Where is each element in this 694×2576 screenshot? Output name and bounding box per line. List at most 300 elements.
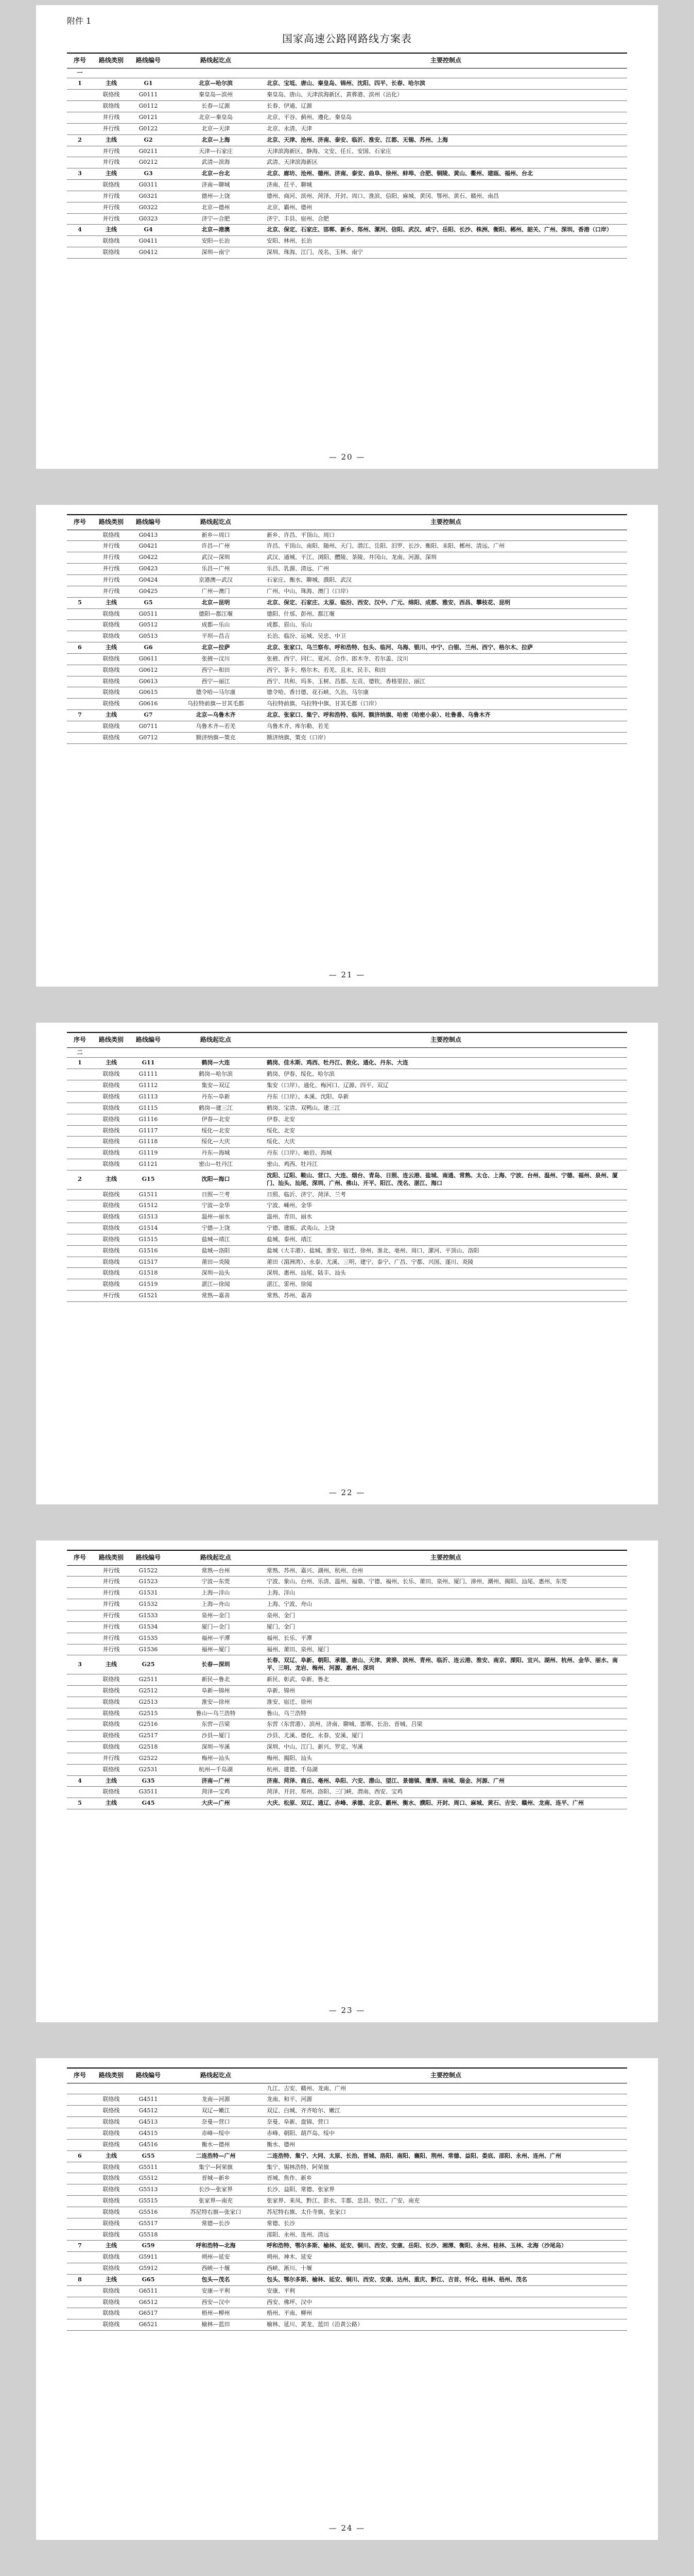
cell-code: G4516 bbox=[130, 2139, 167, 2150]
cell-name: 常德—长沙 bbox=[167, 2218, 265, 2229]
cell-cat: 联络线 bbox=[93, 1114, 130, 1125]
table-row bbox=[67, 1148, 627, 1159]
cell-name: 衡水—德州 bbox=[167, 2139, 265, 2150]
cell-name: 龙南—河源 bbox=[167, 2094, 265, 2106]
cell-name: 朔州—延安 bbox=[167, 2252, 265, 2263]
column-header: 路线起讫点 bbox=[167, 1032, 265, 1047]
cell-ctrl: 衡水、德州 bbox=[265, 2139, 627, 2150]
cell-name: 呼和浩特—北海 bbox=[167, 2241, 265, 2252]
cell-cat: 并行线 bbox=[93, 541, 130, 552]
cell-cat: 联络线 bbox=[93, 1245, 130, 1257]
cell-name: 长春—辽源 bbox=[167, 101, 265, 112]
cell-no bbox=[67, 2106, 93, 2117]
cell-no bbox=[67, 721, 93, 732]
cell-ctrl: 泉州、金门 bbox=[265, 1610, 627, 1621]
cell-no bbox=[67, 552, 93, 564]
cell-code: G0212 bbox=[130, 157, 167, 168]
cell-name: 济南—聊城 bbox=[167, 180, 265, 191]
cell-no bbox=[67, 2184, 93, 2196]
table-row bbox=[67, 202, 627, 213]
cell-code: G1511 bbox=[130, 1189, 167, 1200]
cell-code: G6512 bbox=[130, 2297, 167, 2308]
cell-no bbox=[67, 1114, 93, 1125]
table-row bbox=[67, 2184, 627, 2196]
cell-code: G2515 bbox=[130, 1708, 167, 1719]
main-route-row bbox=[67, 134, 627, 146]
cell-name: 常熟—嘉善 bbox=[167, 1291, 265, 1302]
cell-no bbox=[67, 2162, 93, 2173]
cell-ctrl: 杭州、建德、千岛湖 bbox=[265, 1764, 627, 1775]
table-row bbox=[67, 1753, 627, 1764]
cell-cat: 并行线 bbox=[93, 157, 130, 168]
main-route-row bbox=[67, 1170, 627, 1189]
cell-name: 秦皇岛—滨州 bbox=[167, 90, 265, 101]
cell-code: G0615 bbox=[130, 687, 167, 699]
cell-cat: 主线 bbox=[93, 2274, 130, 2285]
cell-name: 福州—厦门 bbox=[167, 1644, 265, 1655]
cell-code: G59 bbox=[130, 2241, 167, 2252]
cell-cat: 联络线 bbox=[93, 1223, 130, 1234]
main-route-row bbox=[67, 597, 627, 608]
cell-cat: 主线 bbox=[93, 2150, 130, 2162]
cell-name: 莆田—炎陵 bbox=[167, 1257, 265, 1268]
cell-cat: 并行线 bbox=[93, 1621, 130, 1633]
document-page bbox=[36, 1023, 658, 1504]
cell-no: 4 bbox=[67, 225, 93, 236]
table-row bbox=[67, 699, 627, 710]
cell-no bbox=[67, 1125, 93, 1137]
cell-ctrl: 秦皇岛、唐山、天津滨海新区、黄骅港、滨州（沾化） bbox=[265, 90, 627, 101]
table-row bbox=[67, 90, 627, 101]
table-row bbox=[67, 123, 627, 134]
cell-no bbox=[67, 247, 93, 259]
cell-code: G55 bbox=[130, 2150, 167, 2162]
cell-code: G0616 bbox=[130, 699, 167, 710]
cell-name: 双辽—嫩江 bbox=[167, 2106, 265, 2117]
table-row bbox=[67, 2128, 627, 2139]
cell-ctrl: 深圳、珠海、江门、茂名、玉林、南宁 bbox=[265, 247, 627, 259]
cell-cat: 联络线 bbox=[93, 1200, 130, 1212]
cell-name: 京港澳—武汉 bbox=[167, 574, 265, 586]
cell-ctrl: 鹤岗、佳木斯、鸡西、牡丹江、敦化、通化、丹东、大连 bbox=[265, 1058, 627, 1069]
cell-name: 北京—秦皇岛 bbox=[167, 112, 265, 123]
cell-ctrl: 西峡、淅川、十堰 bbox=[265, 2263, 627, 2275]
cell-no bbox=[67, 101, 93, 112]
table-row bbox=[67, 157, 627, 168]
cell-ctrl: 密山、鸡西、牡丹江 bbox=[265, 1159, 627, 1171]
cell-cat: 联络线 bbox=[93, 101, 130, 112]
cell-name: 乐昌—广州 bbox=[167, 564, 265, 575]
cell-code: G1512 bbox=[130, 1200, 167, 1212]
cell-cat: 主线 bbox=[93, 1798, 130, 1809]
cell-cat: 并行线 bbox=[93, 1753, 130, 1764]
cell-ctrl: 北京、张家口、乌兰察布、呼和浩特、包头、临河、乌海、银川、中宁、白银、兰州、西宁、格尔木、拉萨 bbox=[265, 642, 627, 654]
cell-cat: 并行线 bbox=[93, 1565, 130, 1577]
cell-ctrl: 鹤岗、宝清、双鸭山、建三江 bbox=[265, 1103, 627, 1114]
cell-code: G35 bbox=[130, 1775, 167, 1787]
cell-no bbox=[67, 586, 93, 597]
cell-no bbox=[67, 2173, 93, 2184]
cell-name: 乌鲁木齐—若羌 bbox=[167, 721, 265, 732]
cell-code: G0423 bbox=[130, 564, 167, 575]
table-row bbox=[67, 1189, 627, 1200]
cell-ctrl: 西宁、茶卡、格尔木、若羌、且末、民丰、和田 bbox=[265, 665, 627, 676]
cell-cat: 并行线 bbox=[93, 1644, 130, 1655]
cell-name: 北京—拉萨 bbox=[167, 642, 265, 654]
cell-no bbox=[67, 1708, 93, 1719]
cell-no bbox=[67, 2139, 93, 2150]
page-number: — 20 — bbox=[328, 452, 366, 462]
cell-ctrl: 济南、菏泽、商丘、亳州、阜阳、六安、潜山、望江、景德镇、鹰潭、南城、瑞金、河源、广州 bbox=[265, 1775, 627, 1787]
table-row bbox=[67, 541, 627, 552]
cell-name: 成都—乐山 bbox=[167, 620, 265, 631]
cell-cat: 联络线 bbox=[93, 2128, 130, 2139]
cell-cat: 并行线 bbox=[93, 564, 130, 575]
cell-cat: 联络线 bbox=[93, 180, 130, 191]
cell-code: G0121 bbox=[130, 112, 167, 123]
cell-cat: 联络线 bbox=[93, 1731, 130, 1742]
cell-code: G11 bbox=[130, 1058, 167, 1069]
cell-ctrl: 沙县、尤溪、德化、永春、安溪、厦门 bbox=[265, 1731, 627, 1742]
cell-no bbox=[67, 2252, 93, 2263]
cell-no bbox=[67, 1200, 93, 1212]
cell-name: 沙县—厦门 bbox=[167, 1731, 265, 1742]
main-route-row bbox=[67, 225, 627, 236]
cell-code: G6517 bbox=[130, 2308, 167, 2319]
cell-name: 盐城—靖江 bbox=[167, 1234, 265, 1245]
column-header: 路线类别 bbox=[93, 2068, 130, 2083]
cell-code: G4512 bbox=[130, 2106, 167, 2117]
cell-ctrl: 济宁、丰县、宿州、合肥 bbox=[265, 213, 627, 225]
table-row bbox=[67, 1125, 627, 1137]
cell-no bbox=[67, 1588, 93, 1599]
cell-code: G0513 bbox=[130, 631, 167, 642]
table-row bbox=[67, 213, 627, 225]
cell-cat: 并行线 bbox=[93, 146, 130, 157]
cell-no bbox=[67, 2319, 93, 2331]
cell-cat: 并行线 bbox=[93, 1588, 130, 1599]
cell-cat: 联络线 bbox=[93, 2162, 130, 2173]
cell-cat: 主线 bbox=[93, 642, 130, 654]
table-row bbox=[67, 1279, 627, 1291]
column-header: 路线起讫点 bbox=[167, 1550, 265, 1565]
cell-name: 乌拉特前旗—甘其毛都 bbox=[167, 699, 265, 710]
page-number: — 22 — bbox=[328, 1488, 366, 1497]
cell-no bbox=[67, 620, 93, 631]
route-table bbox=[67, 514, 627, 744]
route-table bbox=[67, 1550, 627, 1809]
cell-ctrl: 赤峰、朝阳、葫芦岛、绥中 bbox=[265, 2128, 627, 2139]
main-route-row bbox=[67, 642, 627, 654]
cell-code: G0712 bbox=[130, 732, 167, 743]
table-row bbox=[67, 1103, 627, 1114]
cell-ctrl: 北京、保定、石家庄、邯郸、新乡、郑州、漯河、信阳、武汉、咸宁、岳阳、长沙、株洲、衡阳、郴州、韶关、广州、深圳、香港（口岸） bbox=[265, 225, 627, 236]
column-header: 路线编号 bbox=[130, 1550, 167, 1565]
cell-ctrl: 双辽、白城、齐齐哈尔、嫩江 bbox=[265, 2106, 627, 2117]
cell-code: G1112 bbox=[130, 1080, 167, 1092]
cell-name bbox=[167, 68, 265, 78]
cell-cat: 主线 bbox=[93, 78, 130, 90]
cell-cat: 联络线 bbox=[93, 1719, 130, 1731]
cell-no: 7 bbox=[67, 2241, 93, 2252]
table-row bbox=[67, 1764, 627, 1775]
cell-cat: 联络线 bbox=[93, 2139, 130, 2150]
cell-ctrl: 德州、商河、滨州、菏泽、开封、周口、淮滨、信阳、麻城、黄冈、鄂州、黄石、赣州、南昌 bbox=[265, 191, 627, 202]
cell-code: G4511 bbox=[130, 2094, 167, 2106]
cell-code: G1118 bbox=[130, 1137, 167, 1148]
cell-ctrl: 北京、廊坊、沧州、德州、济南、泰安、曲阜、徐州、蚌埠、合肥、铜陵、黄山、衢州、建瓯、福州、台北 bbox=[265, 168, 627, 180]
cell-no bbox=[67, 2229, 93, 2241]
cell-no bbox=[67, 123, 93, 134]
cell-code: G2522 bbox=[130, 1753, 167, 1764]
table-row bbox=[67, 2229, 627, 2241]
cell-code: G0311 bbox=[130, 180, 167, 191]
column-header: 序号 bbox=[67, 1032, 93, 1047]
column-header: 路线编号 bbox=[130, 53, 167, 68]
table-row bbox=[67, 1588, 627, 1599]
cell-no bbox=[67, 1621, 93, 1633]
cell-cat: 并行线 bbox=[93, 1291, 130, 1302]
cell-code: G0611 bbox=[130, 653, 167, 665]
cell-no bbox=[67, 1764, 93, 1775]
table-row bbox=[67, 1599, 627, 1611]
column-header: 主要控制点 bbox=[265, 2068, 627, 2083]
cell-code: G25 bbox=[130, 1655, 167, 1674]
cell-ctrl: 丹东（口岸）、岫岩、海城 bbox=[265, 1148, 627, 1159]
table-row bbox=[67, 1114, 627, 1125]
cell-no bbox=[67, 213, 93, 225]
cell-code: G5511 bbox=[130, 2162, 167, 2173]
table-row bbox=[67, 1245, 627, 1257]
cell-ctrl: 奈曼、阜新、盘锦、营口 bbox=[265, 2117, 627, 2128]
cell-ctrl: 天津滨海新区、静海、文安、任丘、安国、石家庄 bbox=[265, 146, 627, 157]
cell-code: G3511 bbox=[130, 1787, 167, 1798]
cell-ctrl: 德令哈、香日德、花石峡、久治、马尔康 bbox=[265, 687, 627, 699]
cell-ctrl: 安康、平利 bbox=[265, 2285, 627, 2297]
cell-code: G0425 bbox=[130, 586, 167, 597]
cell-name: 许昌—广州 bbox=[167, 541, 265, 552]
document-page bbox=[36, 505, 658, 987]
table-row bbox=[67, 1787, 627, 1798]
cell-name: 上海—洋山 bbox=[167, 1588, 265, 1599]
cell-cat: 联络线 bbox=[93, 2117, 130, 2128]
table-row bbox=[67, 2252, 627, 2263]
cell-ctrl: 乐昌、乳源、清远、广州 bbox=[265, 564, 627, 575]
cell-cat: 联络线 bbox=[93, 1257, 130, 1268]
table-row bbox=[67, 1200, 627, 1212]
cell-no bbox=[67, 1674, 93, 1686]
table-row bbox=[67, 687, 627, 699]
cell-no bbox=[67, 1697, 93, 1708]
cell-cat: 联络线 bbox=[93, 1708, 130, 1719]
column-header: 路线类别 bbox=[93, 1032, 130, 1047]
cell-ctrl: 西安、佛坪、汉中 bbox=[265, 2297, 627, 2308]
table-row bbox=[67, 2083, 627, 2094]
cell-no bbox=[67, 1291, 93, 1302]
cell-name: 伊春—北安 bbox=[167, 1114, 265, 1125]
cell-cat: 联络线 bbox=[93, 1234, 130, 1245]
cell-code: G5513 bbox=[130, 2184, 167, 2196]
cell-name: 常熟—台州 bbox=[167, 1565, 265, 1577]
cell-no: 8 bbox=[67, 2274, 93, 2285]
table-row bbox=[67, 1708, 627, 1719]
table-row bbox=[67, 1621, 627, 1633]
cell-code: G1536 bbox=[130, 1644, 167, 1655]
table-row bbox=[67, 620, 627, 631]
table-row bbox=[67, 1685, 627, 1697]
cell-cat: 联络线 bbox=[93, 530, 130, 541]
cell-name: 北京—德州 bbox=[167, 202, 265, 213]
cell-name: 西宁—丽江 bbox=[167, 676, 265, 687]
table-row bbox=[67, 1697, 627, 1708]
route-table bbox=[67, 1032, 627, 1302]
cell-code: G1518 bbox=[130, 1268, 167, 1279]
cell-no bbox=[67, 530, 93, 541]
cell-cat: 联络线 bbox=[93, 2196, 130, 2207]
cell-no bbox=[67, 631, 93, 642]
column-header: 路线起讫点 bbox=[167, 515, 265, 530]
cell-cat: 联络线 bbox=[93, 1159, 130, 1171]
cell-ctrl: 新乡、许昌、平顶山、周口 bbox=[265, 530, 627, 541]
cell-ctrl: 鹤岗、伊春、绥化、哈尔滨 bbox=[265, 1069, 627, 1080]
cell-no bbox=[67, 1565, 93, 1577]
cell-code: G0412 bbox=[130, 247, 167, 259]
table-row bbox=[67, 1137, 627, 1148]
main-route-row bbox=[67, 1775, 627, 1787]
cell-ctrl: 北京、宝坻、唐山、秦皇岛、锦州、沈阳、四平、长春、哈尔滨 bbox=[265, 78, 627, 90]
table-row bbox=[67, 676, 627, 687]
cell-no bbox=[67, 541, 93, 552]
cell-code: G2518 bbox=[130, 1742, 167, 1753]
cell-code: G2 bbox=[130, 134, 167, 146]
cell-cat: 联络线 bbox=[93, 2285, 130, 2297]
cell-cat: 并行线 bbox=[93, 1610, 130, 1621]
cell-no bbox=[67, 1080, 93, 1092]
table-row bbox=[67, 2139, 627, 2150]
main-route-row bbox=[67, 710, 627, 721]
cell-ctrl: 张掖、西宁、同仁、夏河、合作、郎木寺、若尔盖、汶川 bbox=[265, 653, 627, 665]
table-row bbox=[67, 1644, 627, 1655]
table-row bbox=[67, 552, 627, 564]
cell-name: 绥化—大庆 bbox=[167, 1137, 265, 1148]
cell-ctrl: 集安（口岸）、通化、梅河口、辽源、四平、双辽 bbox=[265, 1080, 627, 1092]
cell-ctrl: 宁德、建瓯、武夷山、上饶 bbox=[265, 1223, 627, 1234]
cell-code: G5912 bbox=[130, 2263, 167, 2275]
table-row bbox=[67, 1719, 627, 1731]
cell-code: G1519 bbox=[130, 1279, 167, 1291]
main-route-row bbox=[67, 2241, 627, 2252]
table-row bbox=[67, 2117, 627, 2128]
cell-no bbox=[67, 2196, 93, 2207]
route-table bbox=[67, 53, 627, 259]
annex-label: 附件 1 bbox=[67, 16, 92, 26]
table-row bbox=[67, 1610, 627, 1621]
table-row bbox=[67, 1291, 627, 1302]
cell-ctrl: 宁波、象山、台州、乐清、温州、福鼎、宁德、福州、长乐、莆田、泉州、厦门、漳州、潮州、揭阳、汕尾、惠州、东莞 bbox=[265, 1577, 627, 1588]
cell-ctrl: 梅州、揭阳、汕头 bbox=[265, 1753, 627, 1764]
cell-name: 阜新—锦州 bbox=[167, 1685, 265, 1697]
cell-code: G1523 bbox=[130, 1577, 167, 1588]
cell-no bbox=[67, 146, 93, 157]
cell-cat: 联络线 bbox=[93, 699, 130, 710]
cell-cat: 主线 bbox=[93, 225, 130, 236]
table-row bbox=[67, 1633, 627, 1644]
main-route-row bbox=[67, 2274, 627, 2285]
cell-code: G0411 bbox=[130, 236, 167, 247]
cell-code: G1117 bbox=[130, 1125, 167, 1137]
table-row bbox=[67, 2196, 627, 2207]
cell-ctrl: 厦门、金门 bbox=[265, 1621, 627, 1633]
cell-ctrl: 北京、平谷、蓟州、遵化、秦皇岛 bbox=[265, 112, 627, 123]
cell-cat: 联络线 bbox=[93, 1764, 130, 1775]
section-row bbox=[67, 1047, 627, 1058]
cell-cat: 联络线 bbox=[93, 2319, 130, 2331]
cell-cat: 并行线 bbox=[93, 213, 130, 225]
cell-name: 德州—上饶 bbox=[167, 191, 265, 202]
cell-cat: 联络线 bbox=[93, 676, 130, 687]
section-row bbox=[67, 68, 627, 78]
cell-no: 7 bbox=[67, 710, 93, 721]
cell-ctrl: 常德、长沙 bbox=[265, 2218, 627, 2229]
cell-name: 深圳—岑溪 bbox=[167, 1742, 265, 1753]
cell-cat: 联络线 bbox=[93, 608, 130, 620]
cell-code: G0421 bbox=[130, 541, 167, 552]
cell-cat: 联络线 bbox=[93, 1148, 130, 1159]
cell-no bbox=[67, 191, 93, 202]
cell-ctrl: 成都、眉山、乐山 bbox=[265, 620, 627, 631]
cell-name: 梧州—柳州 bbox=[167, 2308, 265, 2319]
table-row bbox=[67, 1069, 627, 1080]
cell-no: 二 bbox=[67, 1047, 93, 1058]
cell-cat: 联络线 bbox=[93, 653, 130, 665]
cell-no: 5 bbox=[67, 1798, 93, 1809]
cell-ctrl: 西宁、共和、玛多、玉树、昌都、左贡、德钦、香格里拉、丽江 bbox=[265, 676, 627, 687]
cell-ctrl: 绥化、大庆 bbox=[265, 1137, 627, 1148]
cell-cat: 并行线 bbox=[93, 552, 130, 564]
cell-name: 广州—澳门 bbox=[167, 586, 265, 597]
cell-ctrl: 梧州、平南、柳州 bbox=[265, 2308, 627, 2319]
cell-name bbox=[167, 2229, 265, 2241]
column-header: 路线起讫点 bbox=[167, 53, 265, 68]
document bbox=[0, 5, 694, 2576]
cell-ctrl: 绥化、北安 bbox=[265, 1125, 627, 1137]
cell-code bbox=[130, 2083, 167, 2094]
cell-code: G0422 bbox=[130, 552, 167, 564]
cell-no: 5 bbox=[67, 597, 93, 608]
cell-name: 宁波—东莞 bbox=[167, 1577, 265, 1588]
cell-name: 安阳—长治 bbox=[167, 236, 265, 247]
table-row bbox=[67, 101, 627, 112]
document-page bbox=[36, 2058, 658, 2540]
cell-code: G0511 bbox=[130, 608, 167, 620]
cell-code: G0424 bbox=[130, 574, 167, 586]
cell-name: 鹤岗—哈尔滨 bbox=[167, 1069, 265, 1080]
cell-no bbox=[67, 2263, 93, 2275]
cell-no bbox=[67, 699, 93, 710]
cell-no bbox=[67, 653, 93, 665]
cell-name: 鲁山—乌兰浩特 bbox=[167, 1708, 265, 1719]
cell-ctrl bbox=[265, 68, 627, 78]
cell-cat: 并行线 bbox=[93, 1633, 130, 1644]
cell-cat bbox=[93, 2083, 130, 2094]
cell-name: 济宁—合肥 bbox=[167, 213, 265, 225]
cell-cat: 联络线 bbox=[93, 247, 130, 259]
cell-code: G4515 bbox=[130, 2128, 167, 2139]
cell-ctrl: 长治、临汾、运城、吴忠、中卫 bbox=[265, 631, 627, 642]
cell-cat: 联络线 bbox=[93, 1697, 130, 1708]
cell-cat: 联络线 bbox=[93, 2297, 130, 2308]
cell-no bbox=[67, 1257, 93, 1268]
